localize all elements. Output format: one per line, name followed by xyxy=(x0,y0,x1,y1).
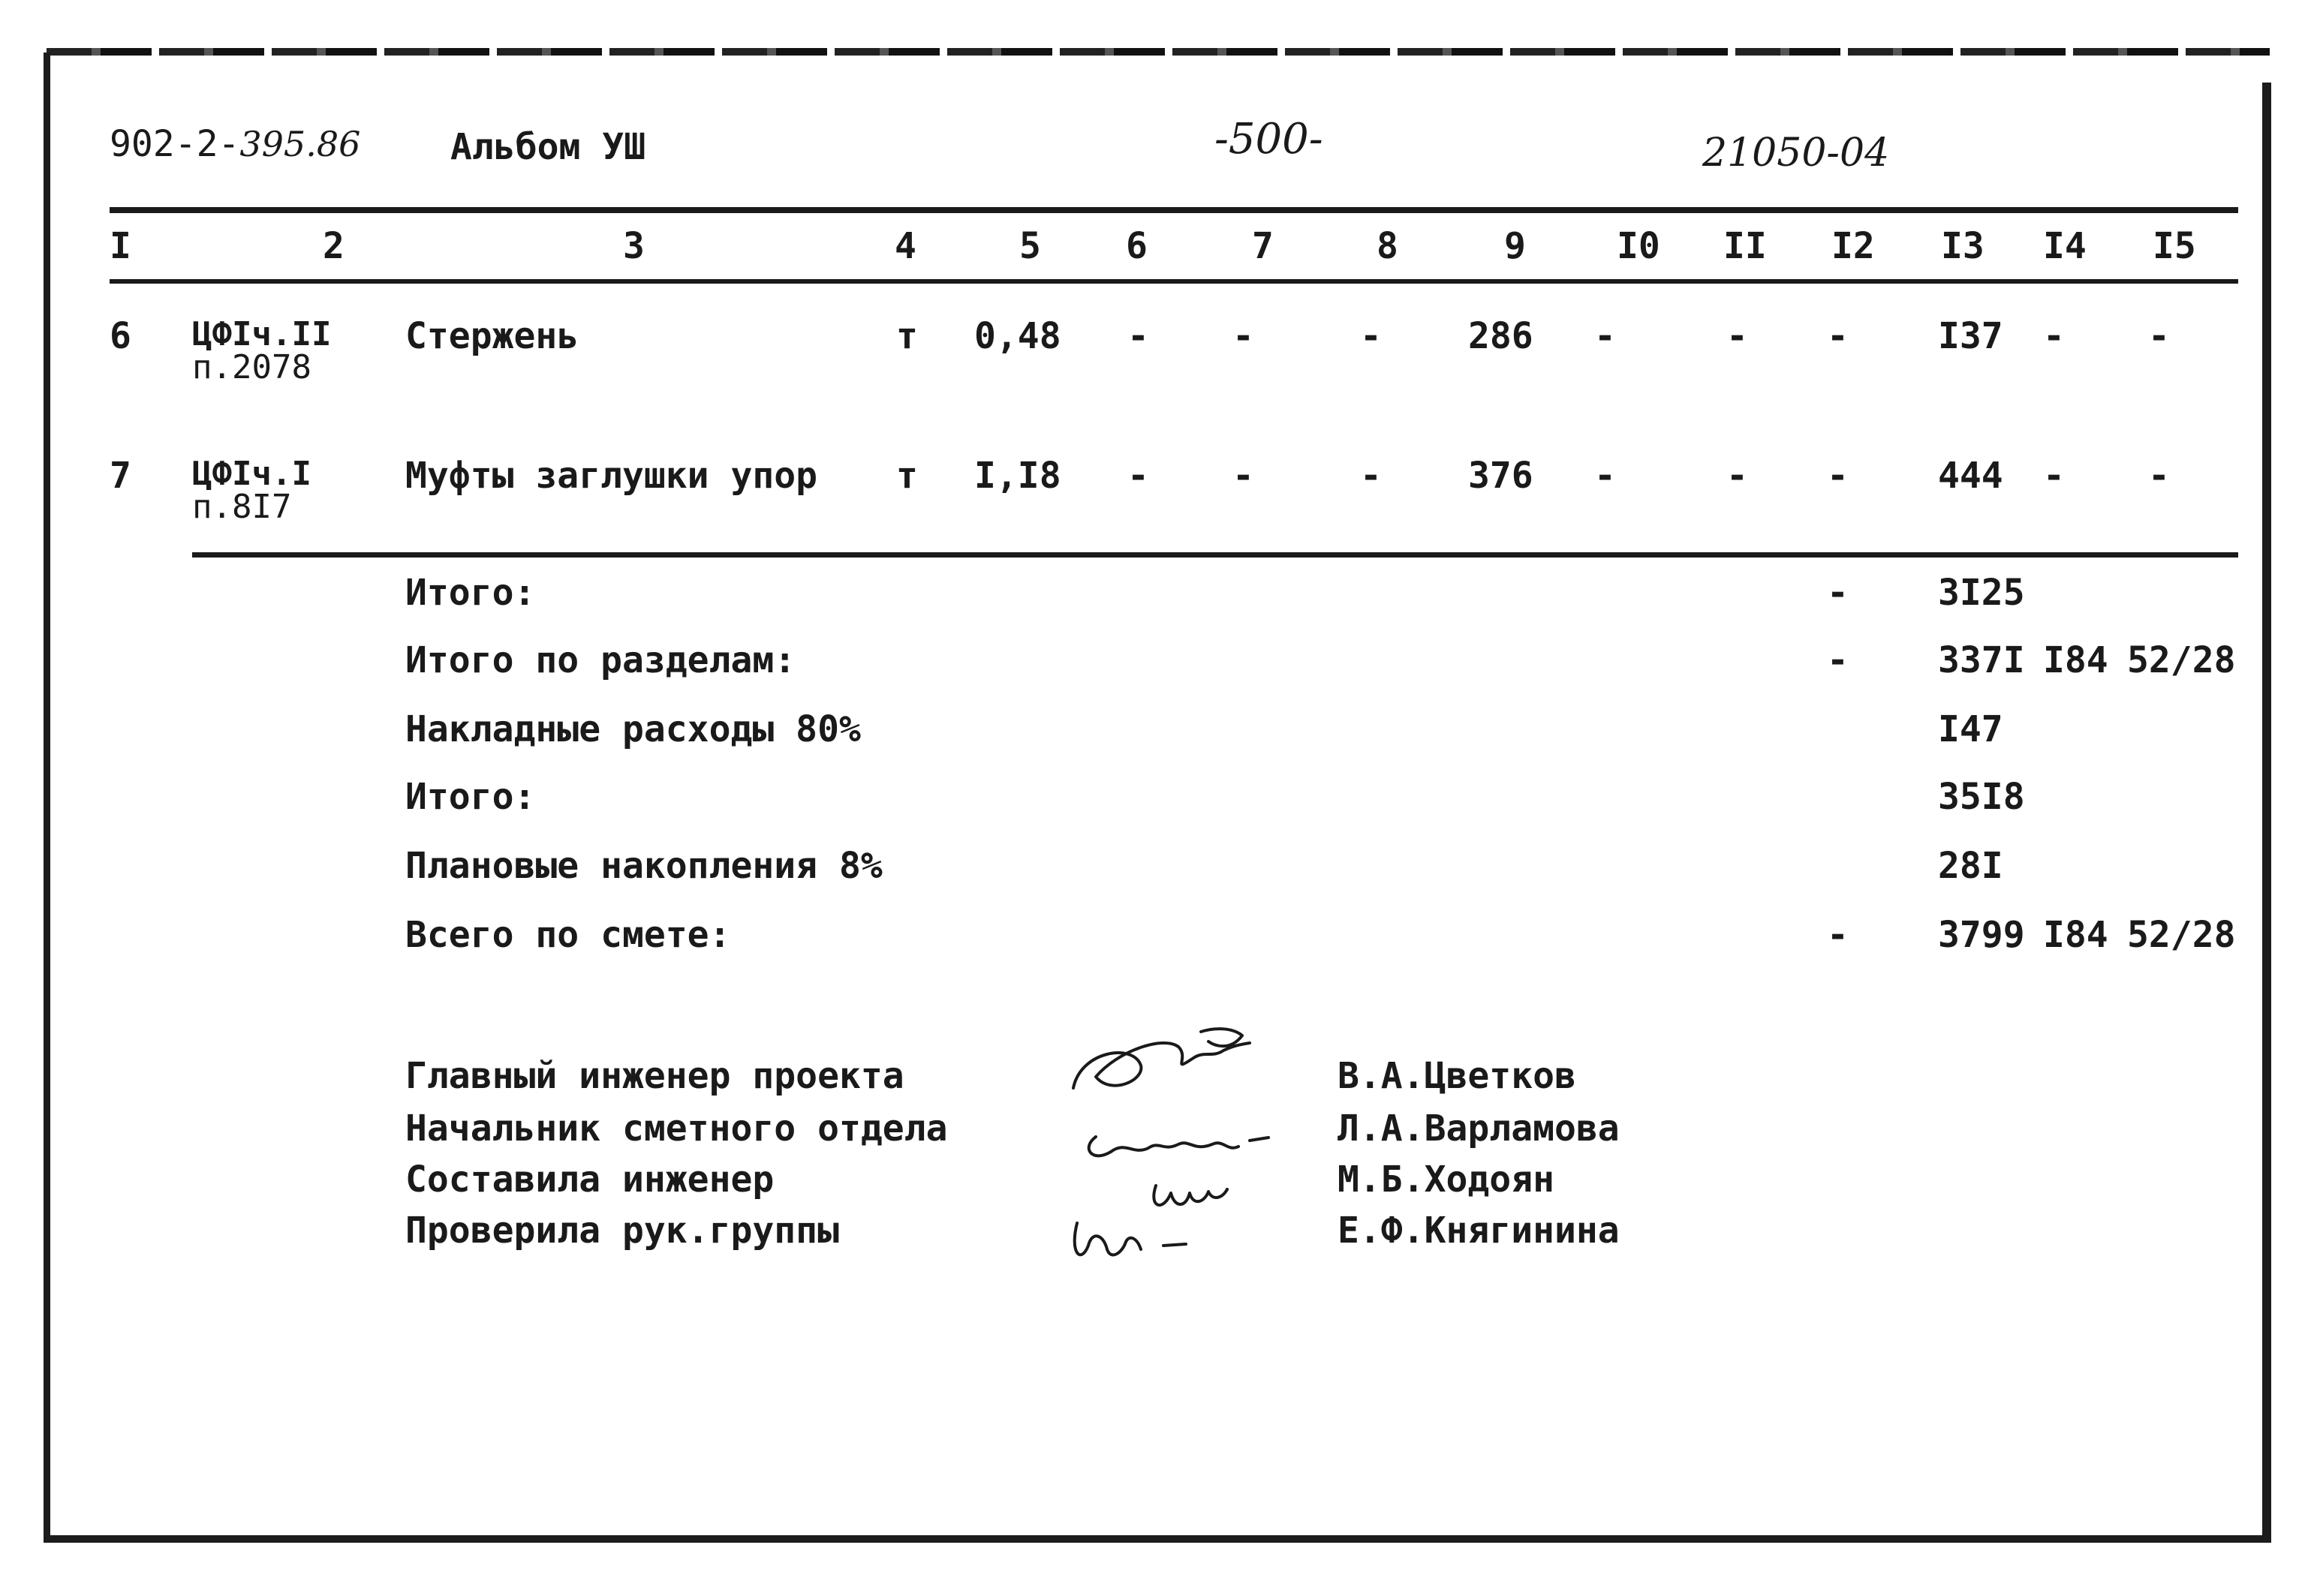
summary-col-13: 3I25 xyxy=(1938,572,2025,614)
row-reference-line1: ЦФIч.I xyxy=(192,455,311,493)
summary-label: Плановые накопления 8% xyxy=(405,845,883,887)
page-number: -500- xyxy=(1214,115,1323,164)
page-frame-right xyxy=(2262,83,2271,1542)
summary-col-13: 28I xyxy=(1938,845,2003,887)
row-col-12: - xyxy=(1827,315,1849,357)
row-col-9: 286 xyxy=(1468,315,1533,357)
col-header-11: II xyxy=(1723,225,1767,267)
row-quantity: 0,48 xyxy=(974,315,1061,357)
summary-col-13: I47 xyxy=(1938,708,2003,750)
page-frame-left xyxy=(44,53,50,1542)
col-header-13: I3 xyxy=(1941,225,1985,267)
row-col-11: - xyxy=(1726,315,1748,357)
row-unit: т xyxy=(896,455,918,497)
signature-scribble xyxy=(1154,1186,1227,1205)
row-col-13: I37 xyxy=(1938,315,2003,357)
doc-code-prefix: 902-2- xyxy=(110,123,240,165)
summary-label: Накладные расходы 80% xyxy=(405,708,861,750)
signatory-name: В.А.Цветков xyxy=(1338,1055,1576,1097)
summary-col-12: - xyxy=(1827,914,1849,956)
row-col-10: - xyxy=(1594,315,1616,357)
row-col-8: - xyxy=(1360,315,1382,357)
summary-label: Всего по смете: xyxy=(405,914,731,956)
summary-label: Итого: xyxy=(405,572,536,614)
signatory-role: Проверила рук.группы xyxy=(405,1210,839,1252)
handwritten-signatures xyxy=(1051,1005,1336,1291)
col-header-7: 7 xyxy=(1252,225,1274,267)
doc-code-handwritten: 395.86 xyxy=(239,124,361,164)
header-rule-bottom xyxy=(110,279,2238,284)
col-header-1: I xyxy=(110,225,131,267)
signatory-role: Главный инженер проекта xyxy=(405,1055,904,1097)
col-header-3: 3 xyxy=(623,225,645,267)
col-header-12: I2 xyxy=(1831,225,1875,267)
header-rule-top xyxy=(110,207,2238,213)
col-header-9: 9 xyxy=(1504,225,1526,267)
summary-col-13: 337I xyxy=(1938,639,2025,681)
col-header-4: 4 xyxy=(895,225,916,267)
summary-rule xyxy=(192,552,2238,558)
summary-col-13: 35I8 xyxy=(1938,776,2025,818)
summary-label: Итого: xyxy=(405,776,536,818)
summary-col-13: 3799 xyxy=(1938,914,2025,956)
col-header-2: 2 xyxy=(323,225,345,267)
row-number: 7 xyxy=(110,455,131,497)
row-col-13: 444 xyxy=(1938,455,2003,497)
row-reference-line1: ЦФIч.II xyxy=(192,315,332,353)
row-reference-line2: п.2078 xyxy=(192,348,311,386)
signatory-role: Начальник сметного отдела xyxy=(405,1108,948,1150)
album-label: Альбом УШ xyxy=(450,126,646,168)
row-unit: т xyxy=(896,315,918,357)
row-col-14: - xyxy=(2043,455,2065,497)
row-name: Стержень xyxy=(405,315,579,357)
signature-scribble xyxy=(1073,1029,1250,1088)
row-col-6: - xyxy=(1127,315,1149,357)
signature-scribble xyxy=(1089,1137,1268,1156)
col-header-8: 8 xyxy=(1377,225,1398,267)
doc-number: 21050-04 xyxy=(1702,131,1890,176)
summary-label: Итого по разделам: xyxy=(405,639,796,681)
row-reference-line2: п.8I7 xyxy=(192,488,292,526)
col-header-6: 6 xyxy=(1126,225,1148,267)
summary-col-14: I84 xyxy=(2043,639,2108,681)
row-col-7: - xyxy=(1232,315,1254,357)
doc-code xyxy=(110,123,361,165)
summary-col-15: 52/28 xyxy=(2127,914,2236,956)
row-col-10: - xyxy=(1594,455,1616,497)
row-col-8: - xyxy=(1360,455,1382,497)
page-frame-top xyxy=(47,48,2270,56)
row-number: 6 xyxy=(110,315,131,357)
row-col-15: - xyxy=(2148,315,2170,357)
page-frame-bottom xyxy=(44,1535,2271,1543)
signature-scribble xyxy=(1075,1223,1186,1255)
col-header-10: I0 xyxy=(1617,225,1660,267)
signatory-name: Л.А.Варламова xyxy=(1338,1108,1620,1150)
row-col-11: - xyxy=(1726,455,1748,497)
row-col-12: - xyxy=(1827,455,1849,497)
signatory-name: М.Б.Ходоян xyxy=(1338,1159,1554,1201)
col-header-5: 5 xyxy=(1019,225,1041,267)
row-quantity: I,I8 xyxy=(974,455,1061,497)
summary-col-12: - xyxy=(1827,572,1849,614)
col-header-14: I4 xyxy=(2043,225,2087,267)
summary-col-12: - xyxy=(1827,639,1849,681)
row-name: Муфты заглушки упор xyxy=(405,455,818,497)
summary-col-15: 52/28 xyxy=(2127,639,2236,681)
row-col-6: - xyxy=(1127,455,1149,497)
row-col-9: 376 xyxy=(1468,455,1533,497)
signatory-role: Составила инженер xyxy=(405,1159,775,1201)
summary-col-14: I84 xyxy=(2043,914,2108,956)
row-col-15: - xyxy=(2148,455,2170,497)
row-col-7: - xyxy=(1232,455,1254,497)
col-header-15: I5 xyxy=(2153,225,2196,267)
row-col-14: - xyxy=(2043,315,2065,357)
signatory-name: Е.Ф.Княгинина xyxy=(1338,1210,1620,1252)
